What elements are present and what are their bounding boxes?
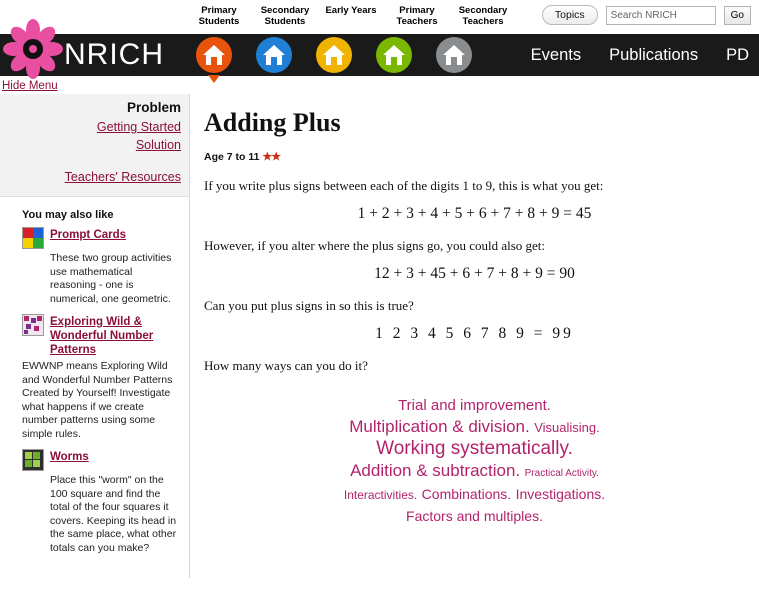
tag-cloud-row-6 [204,506,745,527]
nrich-flower-logo[interactable] [2,18,64,80]
tag-visualising[interactable]: Visualising. [534,420,600,435]
topics-button[interactable]: Topics [542,5,598,25]
related-link-worms[interactable]: Worms [50,451,89,463]
also-like-heading: You may also like [22,209,114,221]
tag-working-systematically[interactable]: Working systematically. [376,438,573,459]
tag-cloud-row-3 [204,438,745,460]
nav-secondary-teachers-line1: Secondary [458,5,508,16]
tag-trial-and-improvement[interactable]: Trial and improvement. [398,397,551,414]
nav-primary-teachers-line2: Teachers [396,16,438,27]
house-icon-secondary-teachers[interactable] [436,37,472,73]
tag-cloud-row-2 [204,416,745,438]
paragraph-1: If you write plus signs between each of the digits 1 to 9, this is what you get: [204,178,604,193]
equation-2: 12 + 3 + 45 + 6 + 7 + 8 + 9 = 90 [374,265,575,282]
sidebar-link-solution[interactable]: Solution [135,138,181,152]
prompt-cards-thumbnail-icon [22,227,44,249]
page-title: Adding Plus [204,108,341,137]
tag-cloud-row-4 [204,460,745,484]
tag-multiplication-division[interactable]: Multiplication & division. [349,417,530,436]
equation-3 [204,325,745,343]
worms-thumbnail-icon [22,449,44,471]
banner-links [531,46,749,65]
nav-secondary-teachers-line2: Teachers [462,16,504,27]
nav-early-years[interactable] [318,2,384,27]
related-link-exploring-wild-wonderful-number-patterns[interactable]: Exploring Wild & Wonderful Number Patterns [50,316,154,356]
audience-nav [186,2,516,27]
tag-cloud-row-1 [204,395,745,416]
nav-primary-students-line2: Students [198,16,240,27]
nav-secondary-students-line2: Students [264,16,306,27]
nav-primary-students-line1: Primary [201,5,237,16]
tag-investigations[interactable]: Investigations. [515,486,606,502]
related-item-header [22,227,181,249]
related-desc-worms: Place this "worm" on the 100 square and find the total of the four squares it covers. Keeping its head in the same place, what other totals can you make? [50,474,177,554]
top-bar-right [542,5,751,25]
tag-addition-subtraction[interactable]: Addition & subtraction. [350,461,521,480]
house-icon-secondary-students[interactable] [256,37,292,73]
banner-link-events[interactable]: Events [530,45,582,64]
related-desc-prompt-cards: These two group activities use mathematical reasoning - one is numerical, one geometric. [50,252,172,305]
paragraph-2: However, if you alter where the plus signs go, you could also get: [204,238,546,253]
sidebar-link-teachers-resources[interactable]: Teachers' Resources [64,170,181,184]
sidebar-problem-heading: Problem [126,100,181,115]
related-item-header [22,314,181,357]
nav-secondary-students[interactable] [252,2,318,27]
nav-primary-teachers-line1: Primary [399,5,435,16]
banner-link-pd[interactable]: PD [726,45,749,64]
age-range-meta [204,150,745,163]
nav-primary-teachers[interactable] [384,2,450,27]
sidebar [0,94,190,578]
search-go-button[interactable]: Go [724,6,751,25]
equation-3-text: 1 2 3 4 5 6 7 8 9 = 99 [375,325,574,342]
nav-secondary-students-line1: Secondary [260,5,310,16]
tag-combinations[interactable]: Combinations. [421,486,512,502]
related-item-header [22,449,181,471]
nav-early-years-line1: Early Years [325,5,377,16]
tag-factors-and-multiples[interactable]: Factors and multiples. [406,508,543,524]
related-desc-number-patterns: EWWNP means Exploring Wild and Wonderful Number Patterns Created by Yourself! Investigate what happens if we create number patterns using some simple rules. [22,360,173,440]
difficulty-stars: ★★ [262,151,281,163]
nav-secondary-teachers[interactable] [450,2,516,27]
sidebar-link-getting-started[interactable]: Getting Started [96,120,181,134]
nav-primary-students[interactable] [186,2,252,27]
paragraph-4: How many ways can you do it? [204,358,368,373]
site-banner [0,34,759,76]
equation-1: 1 + 2 + 3 + 4 + 5 + 6 + 7 + 8 + 9 = 45 [357,205,592,222]
hide-menu-link[interactable]: Hide Menu [2,80,58,92]
list-item [22,449,181,555]
house-icon-row [196,37,472,73]
tag-interactivities[interactable]: Interactivities. [343,488,418,502]
house-icon-primary-students[interactable] [196,37,232,73]
number-patterns-thumbnail-icon [22,314,44,336]
house-icon-primary-teachers[interactable] [376,37,412,73]
search-input[interactable] [606,6,716,25]
list-item [22,314,181,441]
banner-link-publications[interactable]: Publications [609,45,699,64]
content-area [0,94,759,578]
paragraph-3: Can you put plus signs in so this is true? [204,298,414,313]
main-content [190,94,759,578]
related-link-prompt-cards[interactable]: Prompt Cards [50,229,127,241]
tag-cloud [204,395,745,527]
top-bar [0,0,759,34]
brand-title: NRICH [64,38,164,71]
age-range-label: Age 7 to 11 [204,151,260,163]
tag-practical-activity[interactable]: Practical Activity. [524,468,599,479]
house-icon-early-years[interactable] [316,37,352,73]
tag-cloud-row-5 [204,484,745,506]
sidebar-problem-panel [0,94,189,197]
list-item [22,227,181,306]
